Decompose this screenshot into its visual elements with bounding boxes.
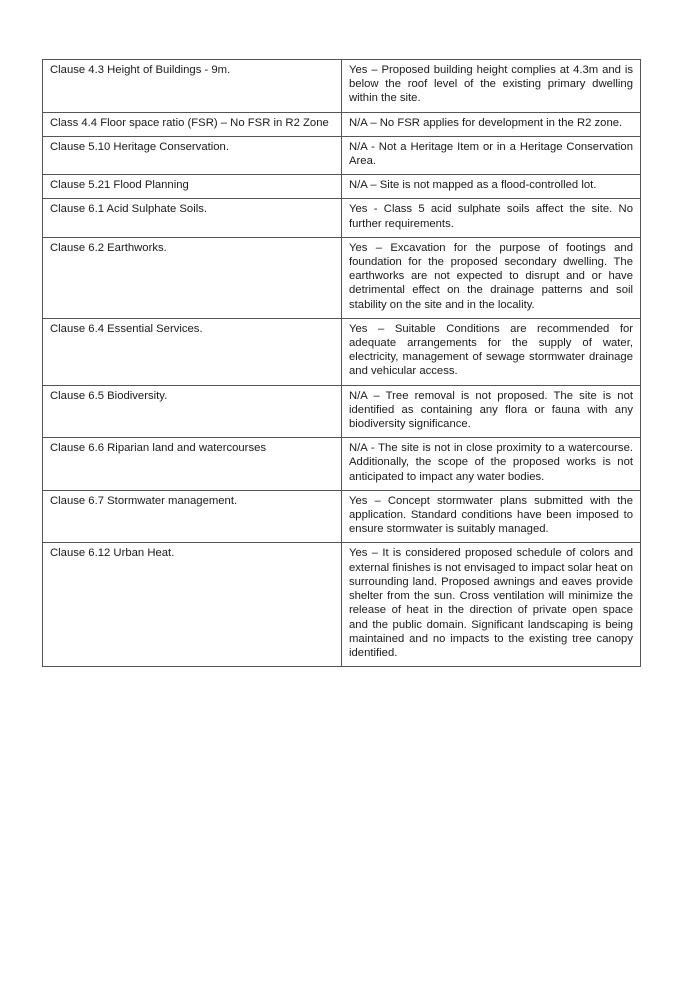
clause-cell: Clause 6.5 Biodiversity. <box>43 385 342 438</box>
clause-cell: Clause 6.2 Earthworks. <box>43 237 342 318</box>
clause-cell: Clause 4.3 Height of Buildings - 9m. <box>43 60 342 113</box>
assessment-cell: Yes – Suitable Conditions are recommended for adequate arrangements for the supply of water, electricity, management of sewage stormwater drainage and vehicular access. <box>342 318 641 385</box>
table-row <box>43 60 641 113</box>
table-row <box>43 543 641 667</box>
clause-cell: Clause 6.7 Stormwater management. <box>43 490 342 543</box>
table-row <box>43 175 641 199</box>
clause-cell: Class 4.4 Floor space ratio (FSR) – No FSR in R2 Zone <box>43 112 342 136</box>
assessment-cell: N/A – Site is not mapped as a flood-controlled lot. <box>342 175 641 199</box>
table-row <box>43 385 641 438</box>
compliance-table-body <box>43 60 641 667</box>
assessment-cell: Yes – Concept stormwater plans submitted with the application. Standard conditions have been imposed to ensure stormwater is suitably managed. <box>342 490 641 543</box>
assessment-cell: N/A - The site is not in close proximity to a watercourse. Additionally, the scope of the proposed works is not anticipated to impact any water bodies. <box>342 438 641 491</box>
assessment-cell: Yes - Class 5 acid sulphate soils affect the site. No further requirements. <box>342 199 641 237</box>
assessment-cell: Yes – Excavation for the purpose of footings and foundation for the proposed secondary dwelling. The earthworks are not expected to disrupt and or have detrimental effect on the drainage patterns and soil stability on the site and in the locality. <box>342 237 641 318</box>
table-row <box>43 136 641 174</box>
table-row <box>43 237 641 318</box>
assessment-cell: N/A – Tree removal is not proposed. The site is not identified as containing any flora or fauna with any biodiversity significance. <box>342 385 641 438</box>
table-row <box>43 490 641 543</box>
table-row <box>43 438 641 491</box>
table-row <box>43 112 641 136</box>
clause-cell: Clause 5.10 Heritage Conservation. <box>43 136 342 174</box>
clause-cell: Clause 6.4 Essential Services. <box>43 318 342 385</box>
assessment-cell: Yes – It is considered proposed schedule of colors and external finishes is not envisaged to impact solar heat on surrounding land. Proposed awnings and eaves provide shelter from the sun. Cross ventilation will minimize the release of heat in the direction of private open space and the public domain. Significant landscaping is being maintained and no impacts to the existing tree canopy identified. <box>342 543 641 667</box>
clause-cell: Clause 6.1 Acid Sulphate Soils. <box>43 199 342 237</box>
table-row <box>43 199 641 237</box>
clause-cell: Clause 5.21 Flood Planning <box>43 175 342 199</box>
assessment-cell: N/A - Not a Heritage Item or in a Heritage Conservation Area. <box>342 136 641 174</box>
table-row <box>43 318 641 385</box>
clause-cell: Clause 6.6 Riparian land and watercourses <box>43 438 342 491</box>
assessment-cell: N/A – No FSR applies for development in the R2 zone. <box>342 112 641 136</box>
clause-cell: Clause 6.12 Urban Heat. <box>43 543 342 667</box>
assessment-cell: Yes – Proposed building height complies at 4.3m and is below the roof level of the existing primary dwelling within the site. <box>342 60 641 113</box>
compliance-table <box>42 59 641 667</box>
